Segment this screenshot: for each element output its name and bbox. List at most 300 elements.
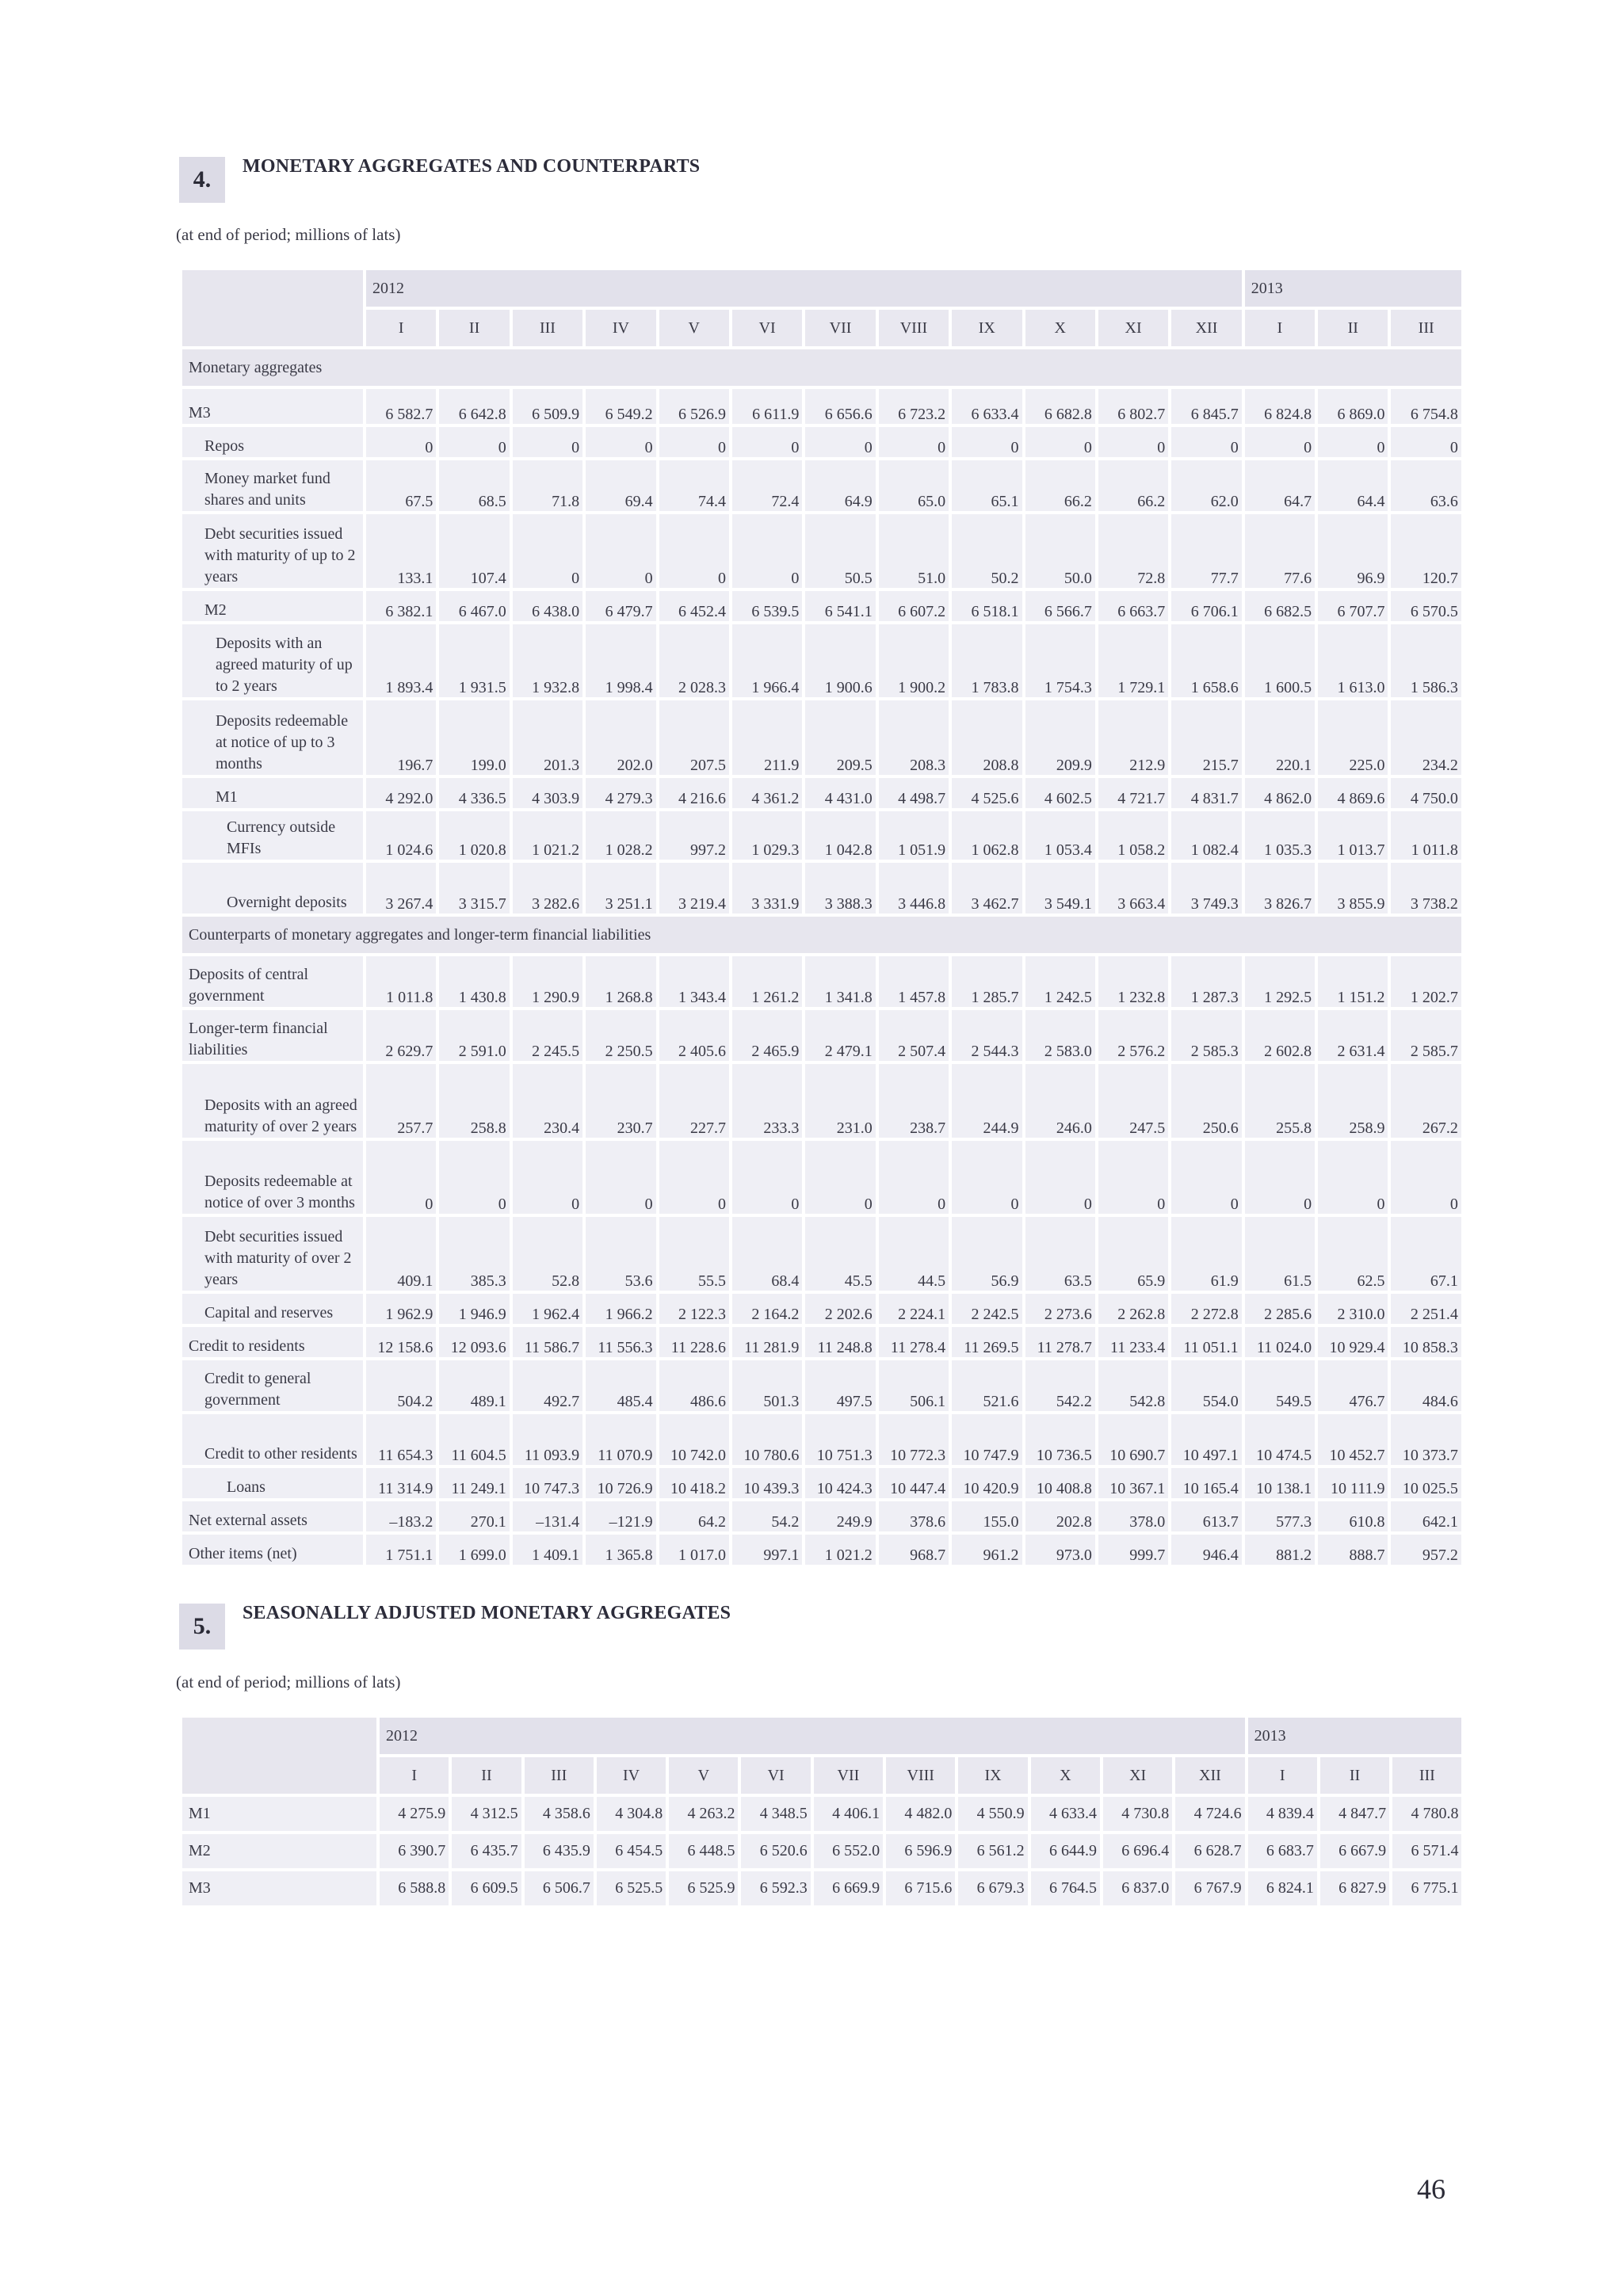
year-header-row bbox=[182, 270, 1461, 307]
value-cell: 62.0 bbox=[1171, 460, 1241, 511]
month-label: VI bbox=[732, 310, 802, 346]
value-cell: 215.7 bbox=[1171, 700, 1241, 775]
value-cell: 521.6 bbox=[952, 1360, 1022, 1411]
group-header-row bbox=[182, 917, 1461, 953]
month-label: XI bbox=[1098, 310, 1168, 346]
value-cell: 489.1 bbox=[439, 1360, 509, 1411]
value-cell: 0 bbox=[732, 1141, 802, 1214]
value-cell: 6 582.7 bbox=[366, 389, 436, 424]
value-cell: 258.8 bbox=[439, 1064, 509, 1138]
table-row bbox=[182, 1871, 1461, 1905]
value-cell: 0 bbox=[805, 1141, 875, 1214]
value-cell: 4 498.7 bbox=[879, 778, 949, 808]
value-cell: 1 613.0 bbox=[1318, 624, 1388, 697]
value-cell: 6 609.5 bbox=[452, 1871, 521, 1905]
value-cell: 1 783.8 bbox=[952, 624, 1022, 697]
month-label: I bbox=[1248, 1757, 1317, 1794]
value-cell: –121.9 bbox=[586, 1501, 655, 1531]
value-cell: 55.5 bbox=[659, 1217, 729, 1291]
value-cell: 961.2 bbox=[952, 1535, 1022, 1565]
month-label: X bbox=[1025, 310, 1095, 346]
value-cell: 6 566.7 bbox=[1025, 591, 1095, 621]
value-cell: 577.3 bbox=[1245, 1501, 1315, 1531]
value-cell: 0 bbox=[1025, 427, 1095, 457]
table-row bbox=[182, 389, 1461, 424]
row-label: M2 bbox=[182, 1834, 376, 1868]
row-label: Credit to other residents bbox=[182, 1414, 363, 1465]
value-cell: 66.2 bbox=[1025, 460, 1095, 511]
value-cell: 2 250.5 bbox=[586, 1010, 655, 1061]
value-cell: 199.0 bbox=[439, 700, 509, 775]
value-cell: 6 479.7 bbox=[586, 591, 655, 621]
row-label: Credit to residents bbox=[182, 1327, 363, 1357]
value-cell: 1 024.6 bbox=[366, 811, 436, 860]
value-cell: 64.4 bbox=[1318, 460, 1388, 511]
value-cell: 2 164.2 bbox=[732, 1294, 802, 1324]
group-heading: Monetary aggregates bbox=[182, 349, 1461, 386]
value-cell: 107.4 bbox=[439, 514, 509, 588]
month-label: II bbox=[1320, 1757, 1389, 1794]
value-cell: 3 738.2 bbox=[1391, 863, 1461, 913]
value-cell: 10 747.3 bbox=[513, 1468, 582, 1498]
value-cell: 6 448.5 bbox=[669, 1834, 738, 1868]
row-label: Net external assets bbox=[182, 1501, 363, 1531]
value-cell: 0 bbox=[586, 427, 655, 457]
value-cell: 6 526.9 bbox=[659, 389, 729, 424]
value-cell: 11 228.6 bbox=[659, 1327, 729, 1357]
value-cell: 1 900.6 bbox=[805, 624, 875, 697]
month-label: I bbox=[1245, 310, 1315, 346]
page-number: 46 bbox=[1417, 2173, 1445, 2205]
table-row bbox=[182, 778, 1461, 808]
month-label: XII bbox=[1175, 1757, 1244, 1794]
value-cell: 6 663.7 bbox=[1098, 591, 1168, 621]
value-cell: 378.0 bbox=[1098, 1501, 1168, 1531]
value-cell: 957.2 bbox=[1391, 1535, 1461, 1565]
value-cell: 225.0 bbox=[1318, 700, 1388, 775]
table-row bbox=[182, 863, 1461, 913]
value-cell: 10 747.9 bbox=[952, 1414, 1022, 1465]
table-subtitle: (at end of period; millions of lats) bbox=[176, 1672, 401, 1691]
value-cell: 51.0 bbox=[879, 514, 949, 588]
value-cell: 1 232.8 bbox=[1098, 956, 1168, 1007]
table-row bbox=[182, 1294, 1461, 1324]
value-cell: 63.6 bbox=[1391, 460, 1461, 511]
value-cell: 6 509.9 bbox=[513, 389, 582, 424]
value-cell: 11 314.9 bbox=[366, 1468, 436, 1498]
value-cell: 3 388.3 bbox=[805, 863, 875, 913]
value-cell: 77.7 bbox=[1171, 514, 1241, 588]
month-label: VIII bbox=[879, 310, 949, 346]
value-cell: 4 750.0 bbox=[1391, 778, 1461, 808]
value-cell: 554.0 bbox=[1171, 1360, 1241, 1411]
value-cell: 11 051.1 bbox=[1171, 1327, 1241, 1357]
value-cell: 2 631.4 bbox=[1318, 1010, 1388, 1061]
value-cell: 212.9 bbox=[1098, 700, 1168, 775]
value-cell: 1 011.8 bbox=[1391, 811, 1461, 860]
value-cell: 64.9 bbox=[805, 460, 875, 511]
value-cell: 0 bbox=[952, 1141, 1022, 1214]
month-label: II bbox=[439, 310, 509, 346]
value-cell: 1 021.2 bbox=[805, 1535, 875, 1565]
month-label: VII bbox=[805, 310, 875, 346]
value-cell: 64.7 bbox=[1245, 460, 1315, 511]
value-cell: 4 358.6 bbox=[525, 1797, 594, 1831]
value-cell: 10 439.3 bbox=[732, 1468, 802, 1498]
value-cell: 485.4 bbox=[586, 1360, 655, 1411]
month-label: IX bbox=[958, 1757, 1027, 1794]
value-cell: 3 267.4 bbox=[366, 863, 436, 913]
value-cell: –131.4 bbox=[513, 1501, 582, 1531]
value-cell: 209.9 bbox=[1025, 700, 1095, 775]
value-cell: 1 013.7 bbox=[1318, 811, 1388, 860]
value-cell: 10 742.0 bbox=[659, 1414, 729, 1465]
month-label: XI bbox=[1103, 1757, 1172, 1794]
value-cell: 227.7 bbox=[659, 1064, 729, 1138]
value-cell: 0 bbox=[366, 427, 436, 457]
row-label: Longer-term financial liabilities bbox=[182, 1010, 363, 1061]
value-cell: 6 570.5 bbox=[1391, 591, 1461, 621]
value-cell: 888.7 bbox=[1318, 1535, 1388, 1565]
table-row bbox=[182, 1217, 1461, 1291]
value-cell: 1 900.2 bbox=[879, 624, 949, 697]
value-cell: 6 706.1 bbox=[1171, 591, 1241, 621]
value-cell: 6 715.6 bbox=[886, 1871, 955, 1905]
month-label: III bbox=[1392, 1757, 1461, 1794]
value-cell: 202.8 bbox=[1025, 1501, 1095, 1531]
value-cell: 56.9 bbox=[952, 1217, 1022, 1291]
value-cell: 249.9 bbox=[805, 1501, 875, 1531]
value-cell: 4 525.6 bbox=[952, 778, 1022, 808]
value-cell: 4 275.9 bbox=[380, 1797, 449, 1831]
value-cell: 255.8 bbox=[1245, 1064, 1315, 1138]
value-cell: 1 017.0 bbox=[659, 1535, 729, 1565]
value-cell: 1 290.9 bbox=[513, 956, 582, 1007]
value-cell: 1 028.2 bbox=[586, 811, 655, 860]
value-cell: 6 552.0 bbox=[814, 1834, 883, 1868]
value-cell: 4 279.3 bbox=[586, 778, 655, 808]
value-cell: 10 497.1 bbox=[1171, 1414, 1241, 1465]
value-cell: 10 111.9 bbox=[1318, 1468, 1388, 1498]
monetary-aggregates-table bbox=[179, 267, 1465, 1568]
row-label: Deposits with an agreed maturity of up to 2 years bbox=[182, 624, 363, 697]
value-cell: 1 268.8 bbox=[586, 956, 655, 1007]
value-cell: –183.2 bbox=[366, 1501, 436, 1531]
value-cell: 4 336.5 bbox=[439, 778, 509, 808]
value-cell: 12 093.6 bbox=[439, 1327, 509, 1357]
value-cell: 1 082.4 bbox=[1171, 811, 1241, 860]
value-cell: 549.5 bbox=[1245, 1360, 1315, 1411]
value-cell: 542.2 bbox=[1025, 1360, 1095, 1411]
value-cell: 0 bbox=[513, 1141, 582, 1214]
value-cell: 610.8 bbox=[1318, 1501, 1388, 1531]
month-header-row bbox=[182, 310, 1461, 346]
value-cell: 6 628.7 bbox=[1175, 1834, 1244, 1868]
value-cell: 2 576.2 bbox=[1098, 1010, 1168, 1061]
value-cell: 11 249.1 bbox=[439, 1468, 509, 1498]
value-cell: 11 278.7 bbox=[1025, 1327, 1095, 1357]
value-cell: 2 465.9 bbox=[732, 1010, 802, 1061]
value-cell: 1 029.3 bbox=[732, 811, 802, 860]
value-cell: 1 430.8 bbox=[439, 956, 509, 1007]
value-cell: 6 390.7 bbox=[380, 1834, 449, 1868]
value-cell: 3 749.3 bbox=[1171, 863, 1241, 913]
value-cell: 0 bbox=[513, 427, 582, 457]
value-cell: 0 bbox=[1098, 1141, 1168, 1214]
value-cell: 1 729.1 bbox=[1098, 624, 1168, 697]
value-cell: 10 420.9 bbox=[952, 1468, 1022, 1498]
value-cell: 3 251.1 bbox=[586, 863, 655, 913]
row-label: M3 bbox=[182, 1871, 376, 1905]
value-cell: 10 373.7 bbox=[1391, 1414, 1461, 1465]
value-cell: 1 285.7 bbox=[952, 956, 1022, 1007]
value-cell: 501.3 bbox=[732, 1360, 802, 1411]
value-cell: 6 435.7 bbox=[452, 1834, 521, 1868]
value-cell: 45.5 bbox=[805, 1217, 875, 1291]
value-cell: 0 bbox=[1171, 427, 1241, 457]
month-label: X bbox=[1031, 1757, 1100, 1794]
value-cell: 250.6 bbox=[1171, 1064, 1241, 1138]
value-cell: 3 219.4 bbox=[659, 863, 729, 913]
value-cell: 2 602.8 bbox=[1245, 1010, 1315, 1061]
value-cell: 1 699.0 bbox=[439, 1535, 509, 1565]
value-cell: 257.7 bbox=[366, 1064, 436, 1138]
value-cell: 1 658.6 bbox=[1171, 624, 1241, 697]
value-cell: 10 751.3 bbox=[805, 1414, 875, 1465]
value-cell: 2 479.1 bbox=[805, 1010, 875, 1061]
value-cell: 50.5 bbox=[805, 514, 875, 588]
value-cell: 1 242.5 bbox=[1025, 956, 1095, 1007]
value-cell: 4 839.4 bbox=[1248, 1797, 1317, 1831]
value-cell: 0 bbox=[439, 427, 509, 457]
year-header-row bbox=[182, 1718, 1461, 1754]
row-label: Overnight deposits bbox=[182, 863, 363, 913]
value-cell: 1 600.5 bbox=[1245, 624, 1315, 697]
value-cell: 1 021.2 bbox=[513, 811, 582, 860]
value-cell: 6 518.1 bbox=[952, 591, 1022, 621]
month-label: II bbox=[452, 1757, 521, 1794]
value-cell: 10 447.4 bbox=[879, 1468, 949, 1498]
value-cell: 476.7 bbox=[1318, 1360, 1388, 1411]
value-cell: 0 bbox=[659, 1141, 729, 1214]
month-label: IV bbox=[586, 310, 655, 346]
month-label: III bbox=[513, 310, 582, 346]
row-label: Capital and reserves bbox=[182, 1294, 363, 1324]
value-cell: 0 bbox=[952, 427, 1022, 457]
value-cell: 211.9 bbox=[732, 700, 802, 775]
value-cell: 10 474.5 bbox=[1245, 1414, 1315, 1465]
value-cell: 68.4 bbox=[732, 1217, 802, 1291]
value-cell: 968.7 bbox=[879, 1535, 949, 1565]
value-cell: 1 341.8 bbox=[805, 956, 875, 1007]
value-cell: 72.8 bbox=[1098, 514, 1168, 588]
value-cell: 234.2 bbox=[1391, 700, 1461, 775]
value-cell: 11 269.5 bbox=[952, 1327, 1022, 1357]
table-row bbox=[182, 1834, 1461, 1868]
value-cell: 244.9 bbox=[952, 1064, 1022, 1138]
table-row bbox=[182, 1141, 1461, 1214]
value-cell: 230.4 bbox=[513, 1064, 582, 1138]
value-cell: 1 343.4 bbox=[659, 956, 729, 1007]
value-cell: 2 583.0 bbox=[1025, 1010, 1095, 1061]
value-cell: 6 435.9 bbox=[525, 1834, 594, 1868]
seasonally-adjusted-table bbox=[179, 1714, 1465, 1909]
value-cell: 0 bbox=[586, 514, 655, 588]
value-cell: 6 633.4 bbox=[952, 389, 1022, 424]
value-cell: 1 409.1 bbox=[513, 1535, 582, 1565]
value-cell: 4 263.2 bbox=[669, 1797, 738, 1831]
value-cell: 0 bbox=[1245, 1141, 1315, 1214]
value-cell: 1 202.7 bbox=[1391, 956, 1461, 1007]
row-label: M2 bbox=[182, 591, 363, 621]
value-cell: 258.9 bbox=[1318, 1064, 1388, 1138]
value-cell: 486.6 bbox=[659, 1360, 729, 1411]
value-cell: 0 bbox=[586, 1141, 655, 1214]
table-row bbox=[182, 1797, 1461, 1831]
row-label: Deposits with an agreed maturity of over 2 years bbox=[182, 1064, 363, 1138]
value-cell: 0 bbox=[1171, 1141, 1241, 1214]
section-number: 4. bbox=[179, 157, 225, 203]
value-cell: 3 462.7 bbox=[952, 863, 1022, 913]
value-cell: 0 bbox=[805, 427, 875, 457]
value-cell: 0 bbox=[1025, 1141, 1095, 1214]
value-cell: 11 556.3 bbox=[586, 1327, 655, 1357]
value-cell: 6 827.9 bbox=[1320, 1871, 1389, 1905]
value-cell: 2 585.3 bbox=[1171, 1010, 1241, 1061]
row-label: M1 bbox=[182, 778, 363, 808]
value-cell: 484.6 bbox=[1391, 1360, 1461, 1411]
section-title: MONETARY AGGREGATES AND COUNTERPARTS bbox=[242, 156, 701, 177]
value-cell: 3 826.7 bbox=[1245, 863, 1315, 913]
value-cell: 201.3 bbox=[513, 700, 582, 775]
value-cell: 378.6 bbox=[879, 1501, 949, 1531]
value-cell: 202.0 bbox=[586, 700, 655, 775]
value-cell: 6 438.0 bbox=[513, 591, 582, 621]
value-cell: 4 550.9 bbox=[958, 1797, 1027, 1831]
value-cell: 1 365.8 bbox=[586, 1535, 655, 1565]
value-cell: 77.6 bbox=[1245, 514, 1315, 588]
value-cell: 12 158.6 bbox=[366, 1327, 436, 1357]
value-cell: 65.9 bbox=[1098, 1217, 1168, 1291]
value-cell: 6 644.9 bbox=[1031, 1834, 1100, 1868]
value-cell: 10 165.4 bbox=[1171, 1468, 1241, 1498]
value-cell: 196.7 bbox=[366, 700, 436, 775]
value-cell: 2 028.3 bbox=[659, 624, 729, 697]
value-cell: 96.9 bbox=[1318, 514, 1388, 588]
year-label: 2013 bbox=[1248, 1718, 1462, 1754]
month-label: II bbox=[1318, 310, 1388, 346]
value-cell: 69.4 bbox=[586, 460, 655, 511]
value-cell: 4 780.8 bbox=[1392, 1797, 1461, 1831]
value-cell: 2 251.4 bbox=[1391, 1294, 1461, 1324]
value-cell: 4 869.6 bbox=[1318, 778, 1388, 808]
value-cell: 6 683.7 bbox=[1248, 1834, 1317, 1868]
value-cell: 1 751.1 bbox=[366, 1535, 436, 1565]
value-cell: 642.1 bbox=[1391, 1501, 1461, 1531]
value-cell: 11 604.5 bbox=[439, 1414, 509, 1465]
value-cell: 6 588.8 bbox=[380, 1871, 449, 1905]
value-cell: 6 611.9 bbox=[732, 389, 802, 424]
value-cell: 6 682.5 bbox=[1245, 591, 1315, 621]
month-label: III bbox=[1391, 310, 1461, 346]
value-cell: 4 216.6 bbox=[659, 778, 729, 808]
month-label: V bbox=[659, 310, 729, 346]
value-cell: 6 869.0 bbox=[1318, 389, 1388, 424]
value-cell: 2 224.1 bbox=[879, 1294, 949, 1324]
value-cell: 506.1 bbox=[879, 1360, 949, 1411]
value-cell: 6 607.2 bbox=[879, 591, 949, 621]
value-cell: 4 847.7 bbox=[1320, 1797, 1389, 1831]
value-cell: 2 629.7 bbox=[366, 1010, 436, 1061]
table-row bbox=[182, 427, 1461, 457]
value-cell: 64.2 bbox=[659, 1501, 729, 1531]
table-row bbox=[182, 624, 1461, 697]
row-label: Deposits of central government bbox=[182, 956, 363, 1007]
value-cell: 50.2 bbox=[952, 514, 1022, 588]
value-cell: 207.5 bbox=[659, 700, 729, 775]
value-cell: 4 730.8 bbox=[1103, 1797, 1172, 1831]
table-row bbox=[182, 514, 1461, 588]
value-cell: 6 696.4 bbox=[1103, 1834, 1172, 1868]
value-cell: 6 454.5 bbox=[597, 1834, 666, 1868]
month-label: VIII bbox=[886, 1757, 955, 1794]
value-cell: 6 561.2 bbox=[958, 1834, 1027, 1868]
value-cell: 0 bbox=[659, 514, 729, 588]
value-cell: 11 070.9 bbox=[586, 1414, 655, 1465]
value-cell: 4 292.0 bbox=[366, 778, 436, 808]
value-cell: 492.7 bbox=[513, 1360, 582, 1411]
value-cell: 0 bbox=[879, 1141, 949, 1214]
value-cell: 4 312.5 bbox=[452, 1797, 521, 1831]
value-cell: 6 525.9 bbox=[669, 1871, 738, 1905]
value-cell: 0 bbox=[366, 1141, 436, 1214]
row-label: Currency outside MFIs bbox=[182, 811, 363, 860]
header-corner bbox=[182, 270, 363, 346]
section-title: SEASONALLY ADJUSTED MONETARY AGGREGATES bbox=[242, 1603, 731, 1623]
value-cell: 6 845.7 bbox=[1171, 389, 1241, 424]
value-cell: 1 035.3 bbox=[1245, 811, 1315, 860]
value-cell: 11 586.7 bbox=[513, 1327, 582, 1357]
value-cell: 6 467.0 bbox=[439, 591, 509, 621]
value-cell: 233.3 bbox=[732, 1064, 802, 1138]
value-cell: 2 242.5 bbox=[952, 1294, 1022, 1324]
value-cell: 1 457.8 bbox=[879, 956, 949, 1007]
value-cell: 4 724.6 bbox=[1175, 1797, 1244, 1831]
value-cell: 1 893.4 bbox=[366, 624, 436, 697]
value-cell: 4 406.1 bbox=[814, 1797, 883, 1831]
value-cell: 4 602.5 bbox=[1025, 778, 1095, 808]
value-cell: 4 862.0 bbox=[1245, 778, 1315, 808]
value-cell: 6 452.4 bbox=[659, 591, 729, 621]
value-cell: 6 525.5 bbox=[597, 1871, 666, 1905]
value-cell: 10 726.9 bbox=[586, 1468, 655, 1498]
value-cell: 54.2 bbox=[732, 1501, 802, 1531]
year-label: 2012 bbox=[380, 1718, 1245, 1754]
value-cell: 2 591.0 bbox=[439, 1010, 509, 1061]
table-row bbox=[182, 1360, 1461, 1411]
value-cell: 247.5 bbox=[1098, 1064, 1168, 1138]
table-row bbox=[182, 811, 1461, 860]
value-cell: 11 248.8 bbox=[805, 1327, 875, 1357]
value-cell: 2 285.6 bbox=[1245, 1294, 1315, 1324]
year-label: 2013 bbox=[1245, 270, 1461, 307]
value-cell: 4 348.5 bbox=[741, 1797, 810, 1831]
value-cell: 3 446.8 bbox=[879, 863, 949, 913]
value-cell: 11 233.4 bbox=[1098, 1327, 1168, 1357]
value-cell: 3 663.4 bbox=[1098, 863, 1168, 913]
value-cell: 6 775.1 bbox=[1392, 1871, 1461, 1905]
table-row bbox=[182, 1535, 1461, 1565]
